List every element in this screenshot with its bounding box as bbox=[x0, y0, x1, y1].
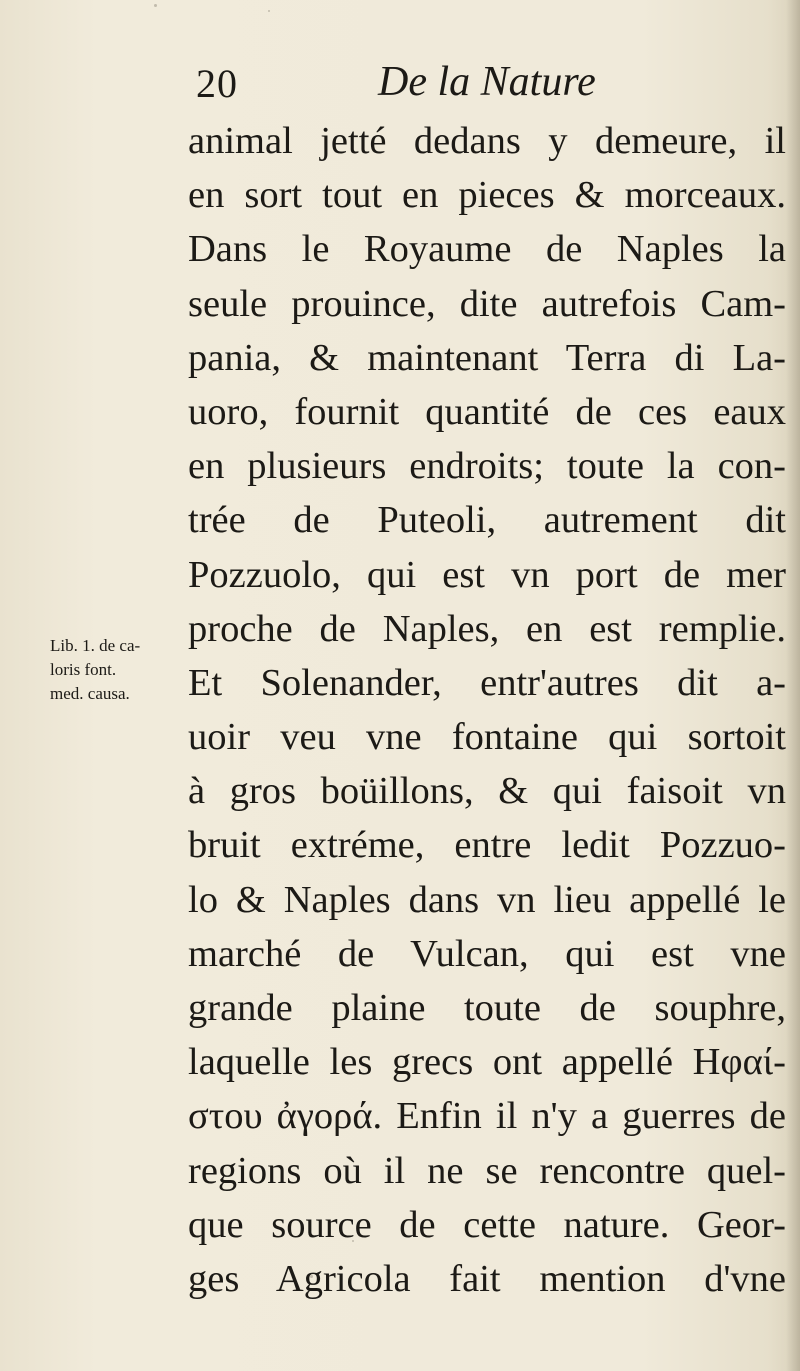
text-line: à gros boüillons, & qui faisoit vn bbox=[188, 770, 786, 813]
margin-note-line: med. causa. bbox=[50, 684, 130, 703]
body-text bbox=[188, 114, 786, 1306]
text-line: Et Solenander, entr'autres dit a- bbox=[188, 661, 786, 704]
text-line: trée de Puteoli, autrement dit bbox=[188, 499, 786, 542]
text-line: en plusieurs endroits; toute la con- bbox=[188, 445, 786, 488]
text-line: lo & Naples dans vn lieu appellé le bbox=[188, 878, 786, 921]
running-title: De la Nature bbox=[378, 59, 596, 105]
text-line: uoir veu vne fontaine qui sortoit bbox=[188, 716, 786, 759]
text-line: laquelle les grecs ont appellé Ηφαί- bbox=[188, 1041, 786, 1084]
text-line: regions où il ne se rencontre quel- bbox=[188, 1149, 786, 1192]
text-line: marché de Vulcan, qui est vne bbox=[188, 932, 786, 975]
text-line: bruit extréme, entre ledit Pozzuo- bbox=[188, 824, 786, 867]
gutter-shadow bbox=[786, 0, 800, 1371]
paper-speck bbox=[268, 10, 270, 12]
text-line: que source de cette nature. Geor- bbox=[188, 1203, 786, 1246]
text-line: Pozzuolo, qui est vn port de mer bbox=[188, 553, 786, 596]
text-line: ges Agricola fait mention d'vne bbox=[188, 1257, 786, 1300]
text-line: en sort tout en pieces & morceaux. bbox=[188, 174, 786, 217]
text-line: grande plaine toute de souphre, bbox=[188, 987, 786, 1029]
paper-speck bbox=[310, 1275, 313, 1278]
text-line: proche de Naples, en est remplie. bbox=[188, 607, 786, 650]
paper-speck bbox=[154, 4, 157, 7]
margin-note-line: Lib. 1. de ca- bbox=[50, 636, 141, 655]
text-line: Dans le Royaume de Naples la bbox=[188, 228, 786, 271]
text-line: seule prouince, dite autrefois Cam- bbox=[188, 282, 786, 325]
text-line: pania, & maintenant Terra di La- bbox=[188, 336, 786, 379]
margin-note bbox=[50, 634, 188, 706]
margin-note-line: loris font. bbox=[50, 660, 117, 679]
text-line: uoro, fournit quantité de ces eaux bbox=[188, 390, 786, 433]
text-line: animal jetté dedans y demeure, il bbox=[188, 120, 786, 162]
page-number: 20 bbox=[196, 61, 238, 106]
page-header bbox=[0, 58, 800, 118]
paper-speck bbox=[352, 1240, 354, 1242]
text-line: στου ἀγορά. Enfin il n'y a guerres de bbox=[188, 1095, 786, 1138]
